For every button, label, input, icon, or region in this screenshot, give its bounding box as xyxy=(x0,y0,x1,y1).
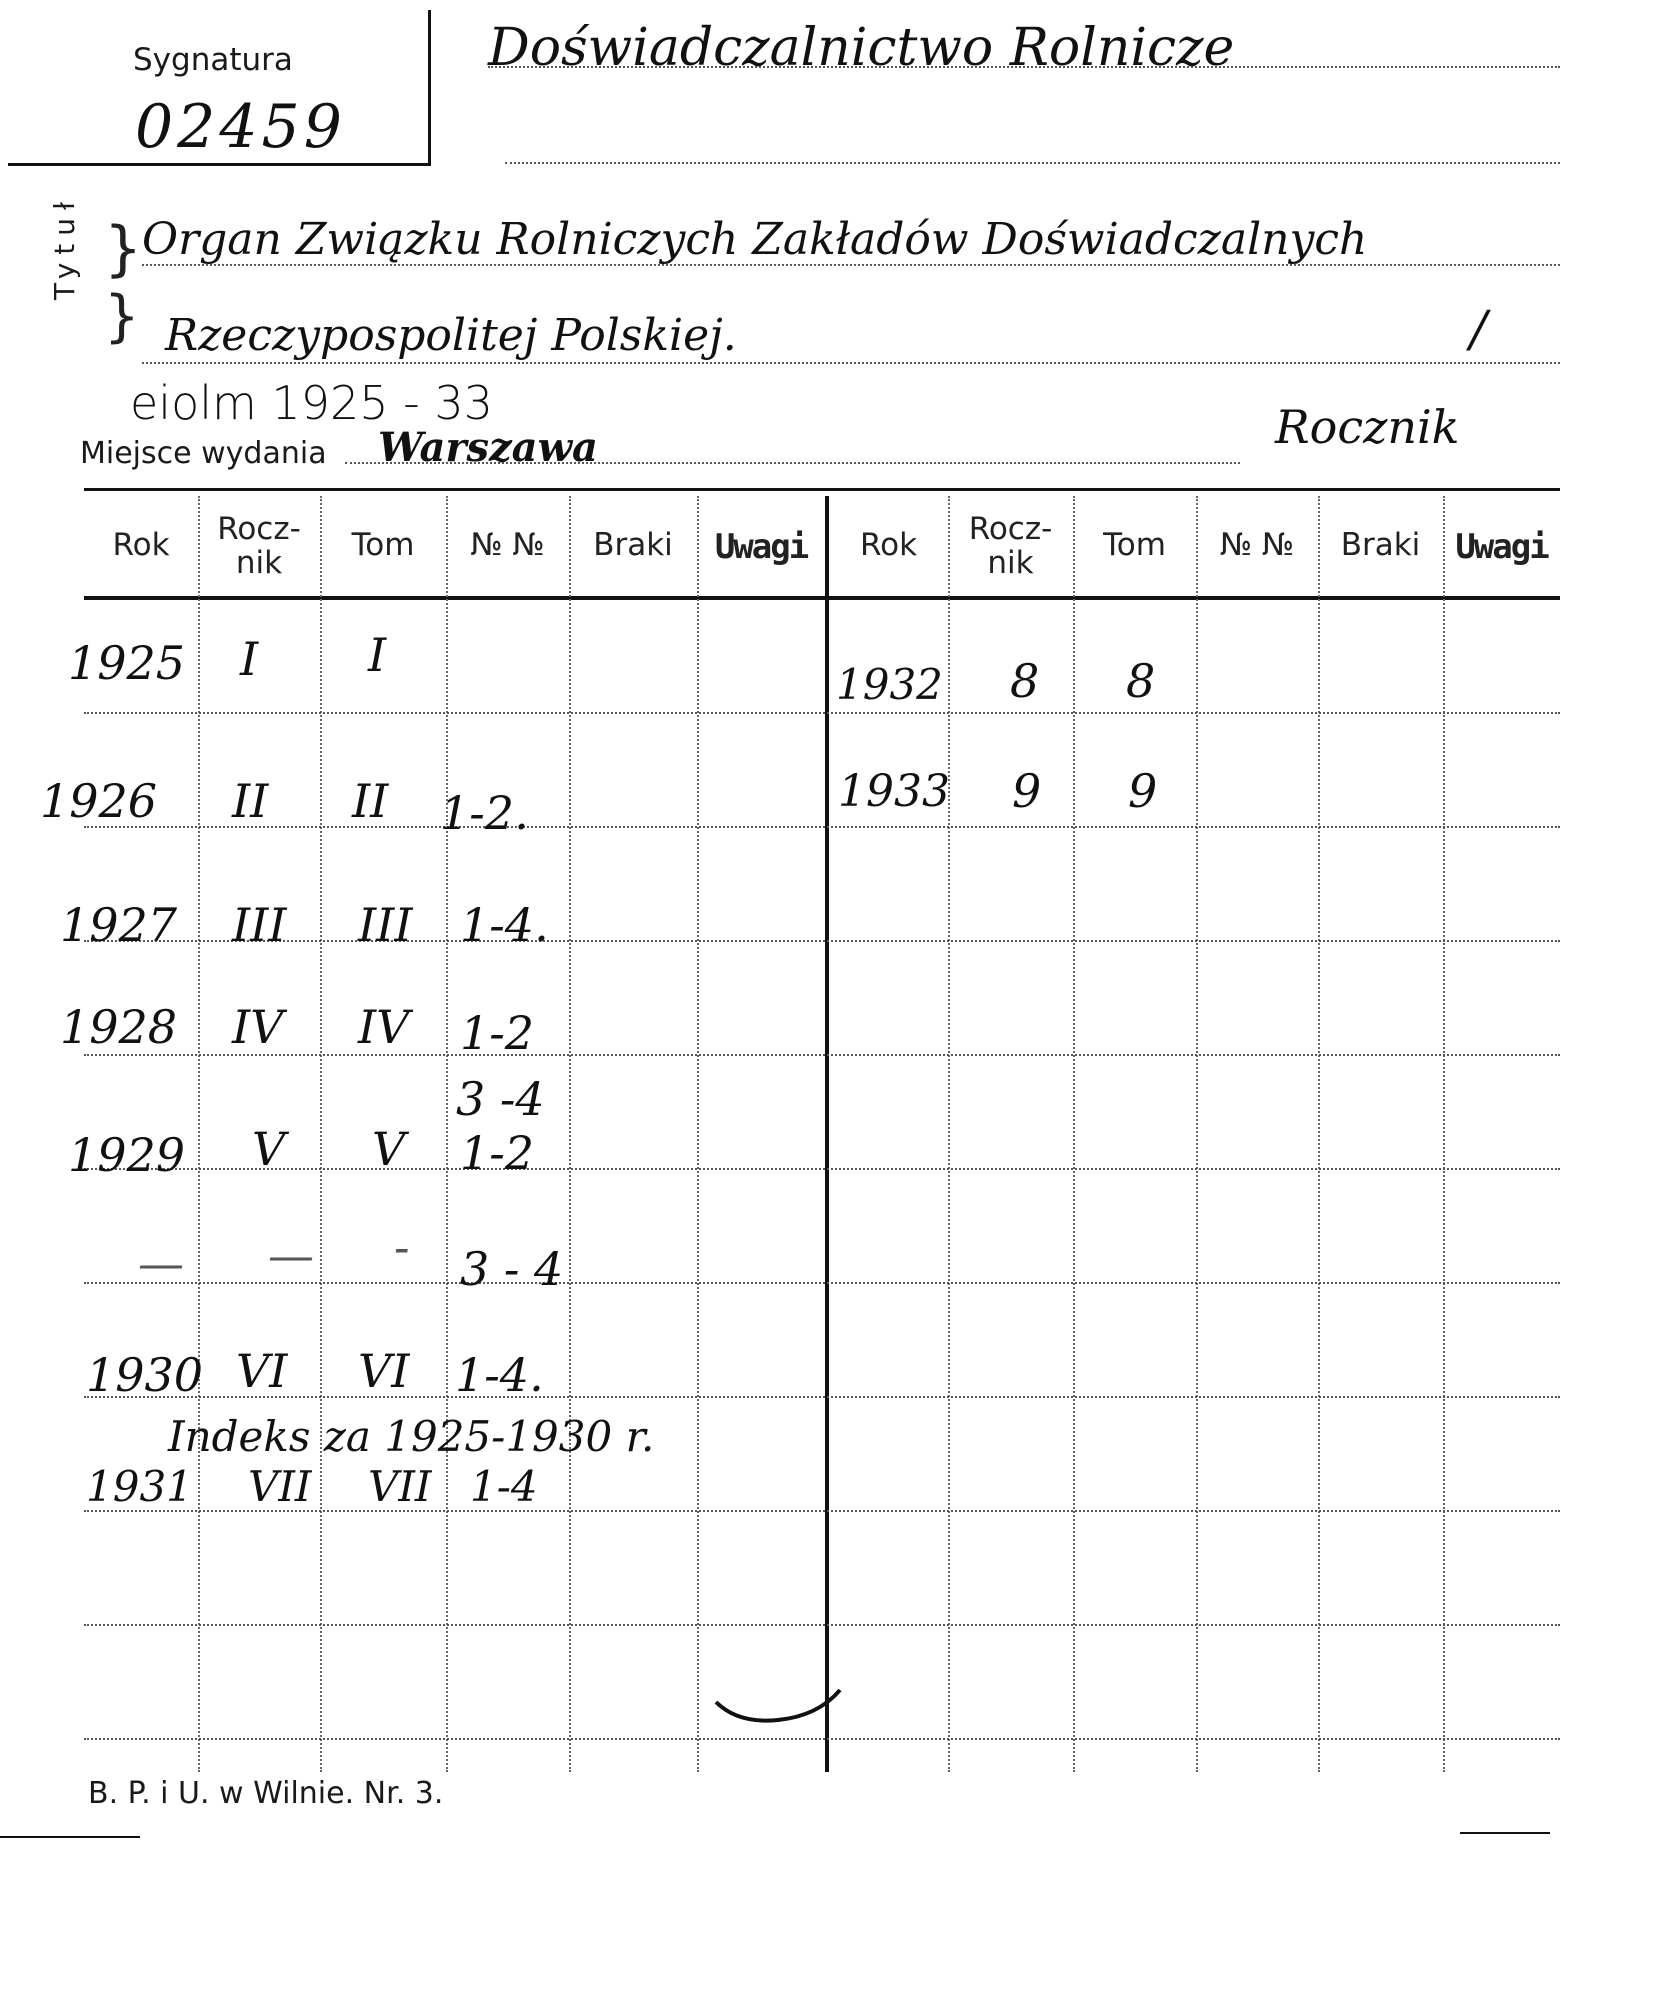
tytul-label: Tytuł xyxy=(48,194,81,300)
row-rule xyxy=(84,1624,1560,1626)
row-1926-tom: II xyxy=(352,774,389,828)
row-1926-rocznik: II xyxy=(232,774,269,828)
subtitle-rule-1 xyxy=(142,264,1560,266)
row-1929-tom: V xyxy=(372,1122,406,1176)
row-1930-rok: 1930 xyxy=(86,1348,204,1402)
bottom-edge-right xyxy=(1460,1832,1550,1834)
col-divider xyxy=(320,496,322,1772)
signature-label: Sygnatura xyxy=(133,42,293,78)
row-1931-rocznik: VII xyxy=(248,1462,312,1511)
subtitle-line-2: Rzeczypospolitej Polskiej. xyxy=(165,310,737,361)
bottom-edge-left xyxy=(0,1836,140,1838)
row-1927-rok: 1927 xyxy=(60,898,178,952)
row-1930-tom: VI xyxy=(358,1344,410,1398)
col-divider xyxy=(446,496,448,1772)
row-1931-numery: 1-4 xyxy=(470,1462,538,1511)
signature-box-right-border xyxy=(428,10,431,166)
col-divider xyxy=(569,496,571,1772)
row-1925-rok: 1925 xyxy=(68,636,186,690)
subtitle-mark: / xyxy=(1470,300,1487,358)
row-1927-numery: 1-4. xyxy=(460,898,549,952)
row-1929-rok: 1929 xyxy=(68,1128,186,1182)
row-rule xyxy=(84,940,1560,942)
table-center-divider xyxy=(825,496,829,1772)
tytul-brace-top: } xyxy=(104,214,143,284)
header-braki: Braki xyxy=(593,527,673,563)
punch-hole-mark xyxy=(708,1680,848,1740)
row-rule xyxy=(84,826,1560,828)
col-divider xyxy=(198,496,200,1772)
index-note: Indeks za 1925-1930 r. xyxy=(168,1412,655,1461)
row-1929b-rok: — xyxy=(138,1236,184,1290)
col-divider xyxy=(1443,496,1445,1772)
place-rule xyxy=(345,462,1240,464)
row-1928b-numery: 3 -4 xyxy=(456,1072,545,1126)
col-divider xyxy=(948,496,950,1772)
header-tom: Tom xyxy=(351,527,415,563)
row-1929b-rocznik: — xyxy=(268,1228,314,1282)
row-1926-numery: 1-2. xyxy=(440,786,529,840)
row-1929b-tom: - xyxy=(394,1220,410,1274)
row-1927-tom: III xyxy=(358,898,413,952)
col-divider xyxy=(1073,496,1075,1772)
signature-box-bottom-border xyxy=(8,163,431,166)
row-1933-rocznik: 9 xyxy=(1012,764,1042,818)
header-uwagi: Uwagi xyxy=(1455,527,1548,567)
row-1925-rocznik: I xyxy=(240,632,259,686)
place-label: Miejsce wydania xyxy=(80,436,327,471)
subtitle-line-1: Organ Związku Rolniczych Zakładów Doświadczalnych xyxy=(142,214,1368,265)
title-line xyxy=(488,66,1560,68)
row-1928-tom: IV xyxy=(358,1000,410,1054)
header-numery: № № xyxy=(1219,527,1295,563)
footer-text: B. P. i U. w Wilnie. Nr. 3. xyxy=(88,1776,444,1811)
col-divider xyxy=(1318,496,1320,1772)
holdings-note: eiolm 1925 - 33 xyxy=(130,376,493,430)
row-1931-tom: VII xyxy=(368,1462,432,1511)
header-rok: Rok xyxy=(112,527,170,563)
subtitle-rule-2 xyxy=(142,362,1560,364)
header-rocznik: Rocz- nik xyxy=(217,511,301,581)
row-1930-numery: 1-4. xyxy=(455,1348,544,1402)
row-1928-rocznik: IV xyxy=(232,1000,284,1054)
header-numery: № № xyxy=(470,527,545,563)
col-divider xyxy=(1196,496,1198,1772)
row-rule xyxy=(84,1168,1560,1170)
row-rule xyxy=(84,1054,1560,1056)
place-value: Warszawa xyxy=(378,424,598,471)
row-1928-numery: 1-2 xyxy=(460,1006,535,1060)
row-1931-rok: 1931 xyxy=(86,1462,193,1511)
row-1927-rocznik: III xyxy=(232,898,287,952)
row-1929-numery: 1-2 xyxy=(460,1126,535,1180)
row-rule xyxy=(84,712,1560,714)
row-rule xyxy=(84,1396,1560,1398)
frequency: Rocznik xyxy=(1275,400,1460,454)
tytul-brace-bottom: } xyxy=(104,284,140,349)
header-tom: Tom xyxy=(1103,527,1166,563)
title-line-2 xyxy=(505,162,1560,164)
header-uwagi: Uwagi xyxy=(714,527,808,567)
header-rocznik: Rocz- nik xyxy=(968,511,1053,581)
row-1933-tom: 9 xyxy=(1128,764,1158,818)
row-rule xyxy=(84,1282,1560,1284)
row-1928-rok: 1928 xyxy=(60,1000,178,1054)
card-title: Doświadczalnictwo Rolnicze xyxy=(488,18,1235,78)
row-1932-tom: 8 xyxy=(1126,654,1156,708)
row-1932-rok: 1932 xyxy=(836,660,943,709)
header-braki: Braki xyxy=(1340,527,1421,563)
header-rok: Rok xyxy=(859,527,918,563)
row-1929-rocznik: V xyxy=(252,1122,286,1176)
row-1926-rok: 1926 xyxy=(40,774,158,828)
signature-number: 02459 xyxy=(135,92,346,162)
table-top-border xyxy=(84,488,1560,491)
table-header-bottom-border xyxy=(84,596,1560,600)
row-1925-tom: I xyxy=(368,628,387,682)
row-1930-rocznik: VI xyxy=(236,1344,288,1398)
row-1933-rok: 1933 xyxy=(838,766,950,817)
row-1929b-numery: 3 - 4 xyxy=(460,1242,564,1296)
col-divider xyxy=(697,496,699,1772)
row-1932-rocznik: 8 xyxy=(1010,654,1040,708)
